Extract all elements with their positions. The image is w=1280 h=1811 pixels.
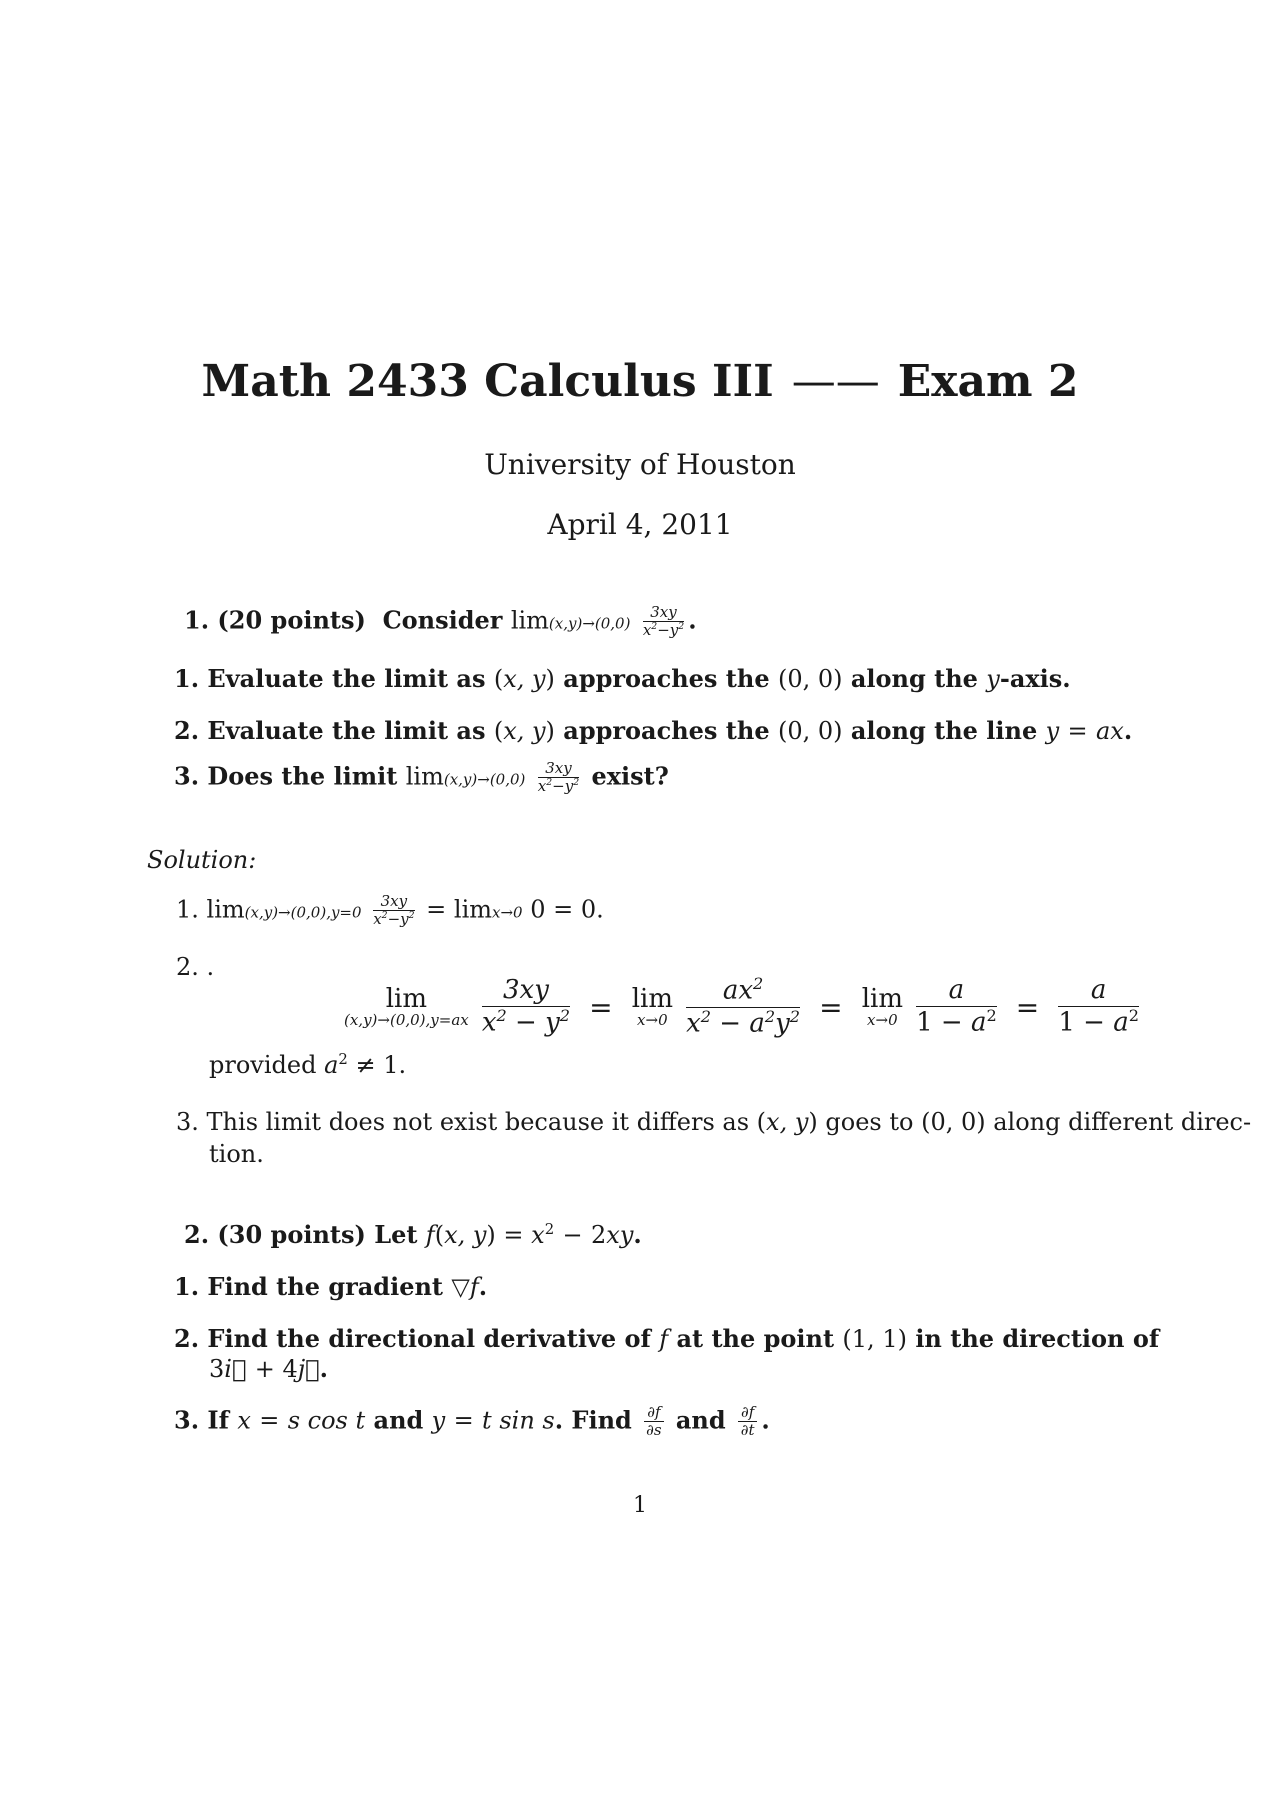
- exam-title: [0, 356, 1280, 407]
- problem-2-part-1: 1. Find the gradient ▽f.: [174, 1272, 488, 1301]
- exam-date: April 4, 2011: [547, 508, 733, 541]
- problem-1-part-1: 1. Evaluate the limit as (x, y) approaches the (0, 0) along the y-axis.: [174, 664, 1071, 693]
- solution-1: 1. lim(x,y)→(0,0),y=0 $\frac{3xy}{x^2-y^2}$ = limx→0 0 = 0.: [176, 892, 604, 929]
- solution-3-cont: tion.: [209, 1140, 264, 1168]
- solution-2-label: 2. .: [176, 953, 215, 981]
- problem-2-part-2-cont: 3i⃗ + 4j⃗.: [209, 1354, 328, 1383]
- solution-2-note: provided $a^2 \ne 1$.: [209, 1050, 407, 1079]
- solution-3: 3. This limit does not exist because it differs as (x, y) goes to (0, 0) along different direc-: [176, 1108, 1252, 1136]
- problem-1-part-3: 3. Does the limit lim(x,y)→(0,0) $\frac{3xy}{x^2-y^2}$ exist?: [174, 759, 669, 796]
- institution: University of Houston: [484, 448, 796, 481]
- solution-label: Solution:: [147, 846, 257, 874]
- title-dash: ——: [791, 356, 880, 407]
- problem-2-part-2: 2. Find the directional derivative of f at the point (1, 1) in the direction of: [174, 1324, 1160, 1353]
- problem-1-part-2: 2. Evaluate the limit as (x, y) approaches the (0, 0) along the line y = ax.: [174, 716, 1133, 745]
- solution-2-equation: lim (x,y)→(0,0),y=ax $\frac{3xy}{x^2 - y^2}$ = lim x→0 $\frac{ax^2}{x^2 - a^2y^2}$ = lim x→0 $\frac{a}{1 - a^2}$ = $\frac{a}{1 - a^2}$: [344, 974, 1139, 1039]
- problem-1-statement: 1. (20 points) Consider lim(x,y)→(0,0) $\frac{3xy}{x^2-y^2}$ .: [184, 603, 697, 640]
- problem-2-statement: 2. (30 points) Let f(x, $y) = x^2 - 2xy$.: [184, 1220, 642, 1249]
- title-course: Math 2433 Calculus III: [201, 356, 774, 407]
- page-number: 1: [633, 1493, 647, 1518]
- title-exam: Exam 2: [897, 356, 1079, 407]
- fraction: $\frac{3xy}{x^2-y^2}$: [642, 603, 685, 640]
- problem-2-part-3: 3. If x = s cos t and y = t sin s. Find $\frac{\partial f}{\partial s}$ and $\frac{\partial f}{\partial t}$ .: [174, 1403, 770, 1440]
